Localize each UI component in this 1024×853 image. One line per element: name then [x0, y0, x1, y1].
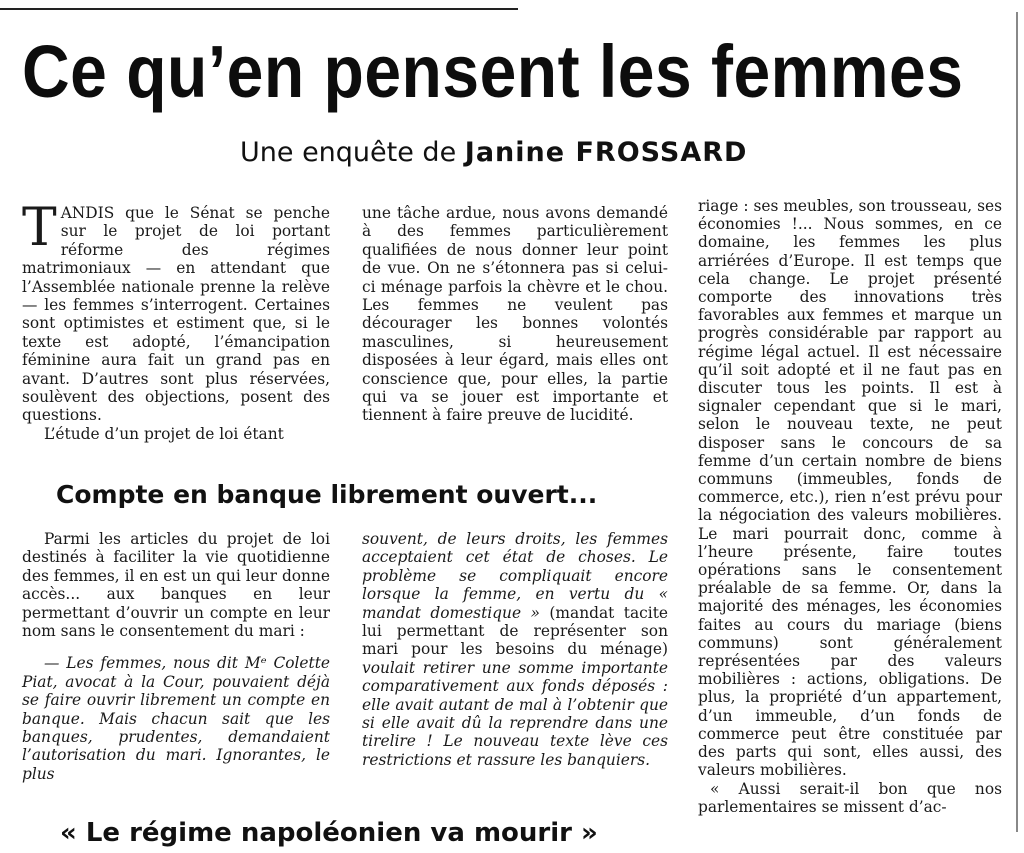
- section1-column-1: [22, 530, 330, 783]
- intro-paragraph-3: une tâche ardue, nous avons demandé à des femmes particulièrement qualifiées de nous donner leur point de vue. On ne s’étonnera pas si celui-ci ménage parfois la chèvre et le chou. Les femmes ne veulent pas décourager les bonnes volontés masculines, si heureusement disposées à leur égard, mais elles ont conscience que, pour elles, la partie qui va se jouer est importante et tiennent à faire preuve de lucidité.: [362, 204, 668, 425]
- column3-paragraph-2: « Aussi serait-il bon que nos parlementaires se missent d’ac-: [698, 779, 1002, 816]
- section-heading-bank-account: Compte en banque librement ouvert...: [56, 480, 598, 509]
- article-byline: [240, 137, 747, 168]
- byline-author: Janine FROSSARD: [464, 137, 748, 168]
- article-headline: Ce qu’en pensent les femmes: [22, 30, 964, 113]
- right-rule: [1016, 12, 1018, 832]
- intro-column-1: [22, 198, 330, 443]
- column-3: [698, 197, 1002, 816]
- intro-text-1: ANDIS que le Sénat se penche sur le projet de loi portant réforme des régimes matrimoniaux — en attendant que l’Assemblée nationale prenne la relève — les femmes s’interrogent. Certaines sont optimistes et estiment que, si le texte est adopté, l’émancipation féminine aura fait un grand pas en avant. D’autres sont plus réservées, soulèvent des objections, posent des questions.: [22, 204, 330, 425]
- section1-text-3c: voulait retirer une somme importante comparativement aux fonds déposés : elle avait autant de mal à l’obtenir que si elle avait dû la reprendre dans une tirelire ! Le nouveau texte lève ces restrictions et rassure les banquiers.: [362, 658, 668, 769]
- intro-column-2: [362, 204, 668, 425]
- section1-column-2: [362, 530, 668, 769]
- drop-cap: T: [22, 198, 57, 258]
- section1-text-3b: (mandat tacite lui permettant de représenter son mari pour les besoins du ménage): [362, 603, 668, 659]
- section1-paragraph-3: [362, 530, 668, 769]
- byline-lead: Une enquête de: [240, 137, 457, 168]
- intro-paragraph-1: [22, 198, 330, 425]
- column3-paragraph-1: riage : ses meubles, son trousseau, ses économies !... Nous sommes, en ce domaine, les femmes les plus arriérées d’Europe. Il est temps que cela change. Le projet présenté comporte des innovations très favorables aux femmes et marque un progrès considérable par rapport au régime légal actuel. Il est nécessaire qu’il soit adopté et il ne faut pas en discuter tous les points. Il est à signaler cependant que si le mari, selon le nouveau texte, ne peut disposer sans le concours de sa femme d’un certain nombre de biens communs (immeubles, fonds de commerce, etc.), rien n’est prévu pour la négociation des valeurs mobilières. Le mari pourrait donc, comme à l’heure présente, faire toutes opérations sans le consentement préalable de sa femme. Or, dans la majorité des ménages, les économies faites au cours du mariage (biens communs) sont généralement représentées par des valeurs mobilières : actions, obligations. De plus, la propriété d’un appartement, d’un immeuble, d’un fonds de commerce peut être constituée par des parts qui sont, elles aussi, des valeurs mobilières.: [698, 197, 1002, 780]
- section1-text-3a: souvent, de leurs droits, les femmes acceptaient cet état de choses. Le problème se compliquait encore lorsque la femme, en vertu du « mandat domestique »: [362, 530, 668, 622]
- section-heading-napoleonic-regime: « Le régime napoléonien va mourir »: [60, 818, 598, 848]
- section1-paragraph-1: Parmi les articles du projet de loi destinés à faciliter la vie quotidienne des femmes, il en est un qui leur donne accès... aux banques en leur permettant d’ouvrir un compte en leur nom sans le consentement du mari :: [22, 530, 330, 641]
- top-rule: [0, 8, 518, 10]
- intro-paragraph-2: L’étude d’un projet de loi étant: [44, 424, 284, 443]
- section1-paragraph-2: — Les femmes, nous dit Mᵉ Colette Piat, avocat à la Cour, pouvaient déjà se faire ouvrir librement un compte en banque. Mais chacun sait que les banques, prudentes, demandaient l’autorisation du mari. Ignorantes, le plus: [22, 654, 330, 783]
